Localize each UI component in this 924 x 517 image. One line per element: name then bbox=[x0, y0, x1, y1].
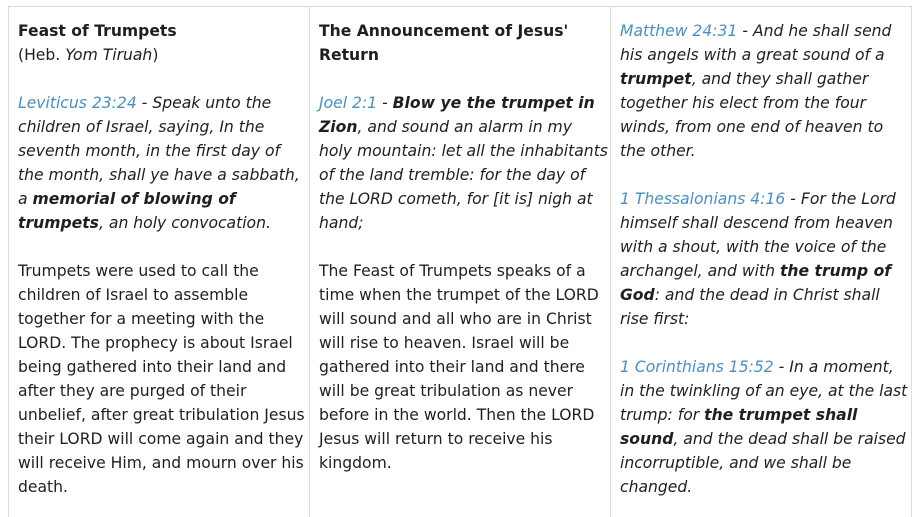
leviticus-verse bbox=[18, 91, 307, 235]
verse-dash: - bbox=[377, 94, 393, 112]
verse-text-end: , an holy convocation. bbox=[98, 214, 271, 232]
verse-emphasis: memorial of blowing of trumpets bbox=[18, 190, 236, 232]
verse-text: In a moment, in the twinkling of an eye, at the last trump: for bbox=[620, 358, 908, 424]
verse-text: , and sound an alarm in my holy mountain: let all the inhabitants of the land tremble: for the day of the LORD cometh, for [it is] nigh at hand; bbox=[319, 118, 608, 232]
verse-text: And he shall send his angels with a great sound of a bbox=[620, 22, 892, 64]
verse-text: Speak unto the children of Israel, saying, In the seventh month, in the first day of the month, shall ye have a sabbath, a bbox=[18, 94, 300, 208]
thessalonians-verse bbox=[620, 187, 909, 331]
feast-heading: Feast of Trumpets bbox=[18, 22, 177, 40]
feast-column bbox=[8, 7, 309, 517]
scripture-column bbox=[610, 7, 912, 517]
corinthians-verse bbox=[620, 355, 909, 499]
announcement-column bbox=[309, 7, 610, 517]
verse-text: For the Lord himself shall descend from heaven with a shout, with the voice of the archangel, and with bbox=[620, 190, 896, 280]
verse-text-end: : and the dead in Christ shall rise first: bbox=[620, 286, 880, 328]
thessalonians-link[interactable]: 1 Thessalonians 4:16 bbox=[620, 190, 786, 208]
joel-link[interactable]: Joel 2:1 bbox=[319, 94, 378, 112]
matthew-link[interactable]: Matthew 24:31 bbox=[620, 22, 738, 40]
verse-dash: - bbox=[737, 22, 753, 40]
feast-cell bbox=[18, 19, 307, 499]
feast-table bbox=[8, 6, 912, 517]
hebrew-name: Yom Tiruah bbox=[65, 46, 153, 64]
hebrew-open: (Heb. bbox=[18, 46, 66, 64]
scripture-cell bbox=[620, 19, 909, 499]
matthew-verse bbox=[620, 19, 909, 163]
verse-emphasis: trumpet bbox=[620, 70, 692, 88]
announcement-description: The Feast of Trumpets speaks of a time when the trumpet of the LORD will sound and all who are in Christ will rise to heaven. Israel will be gathered into their land and there will be great tribulation as never before in the world. Then the LORD Jesus will return to receive his kingdom. bbox=[319, 262, 599, 472]
verse-emphasis: Blow ye the trumpet in Zion bbox=[319, 94, 595, 136]
hebrew-close: ) bbox=[152, 46, 159, 64]
announcement-heading: The Announcement of Jesus' Return bbox=[319, 22, 569, 64]
verse-text-end: , and the dead shall be raised incorruptible, and we shall be changed. bbox=[620, 430, 906, 496]
verse-dash: - bbox=[773, 358, 790, 376]
leviticus-link[interactable]: Leviticus 23:24 bbox=[18, 94, 137, 112]
corinthians-link[interactable]: 1 Corinthians 15:52 bbox=[620, 358, 774, 376]
feast-description: Trumpets were used to call the children of Israel to assemble together for a meeting with the LORD. The prophecy is about Israel being gathered into their land and after they are purged of their unbelief, after great tribulation Jesus their LORD will come again and they will receive Him, and mourn over his death. bbox=[18, 262, 305, 496]
verse-text-end: , and they shall gather together his elect from the four winds, from one end of heaven to the other. bbox=[620, 70, 884, 160]
announcement-cell bbox=[319, 19, 608, 475]
verse-dash: - bbox=[785, 190, 801, 208]
verse-emphasis: the trump of God bbox=[620, 262, 892, 304]
verse-dash: - bbox=[136, 94, 153, 112]
joel-verse bbox=[319, 91, 608, 235]
verse-emphasis: the trumpet shall sound bbox=[620, 406, 858, 448]
feast-hebrew-name bbox=[18, 43, 307, 67]
